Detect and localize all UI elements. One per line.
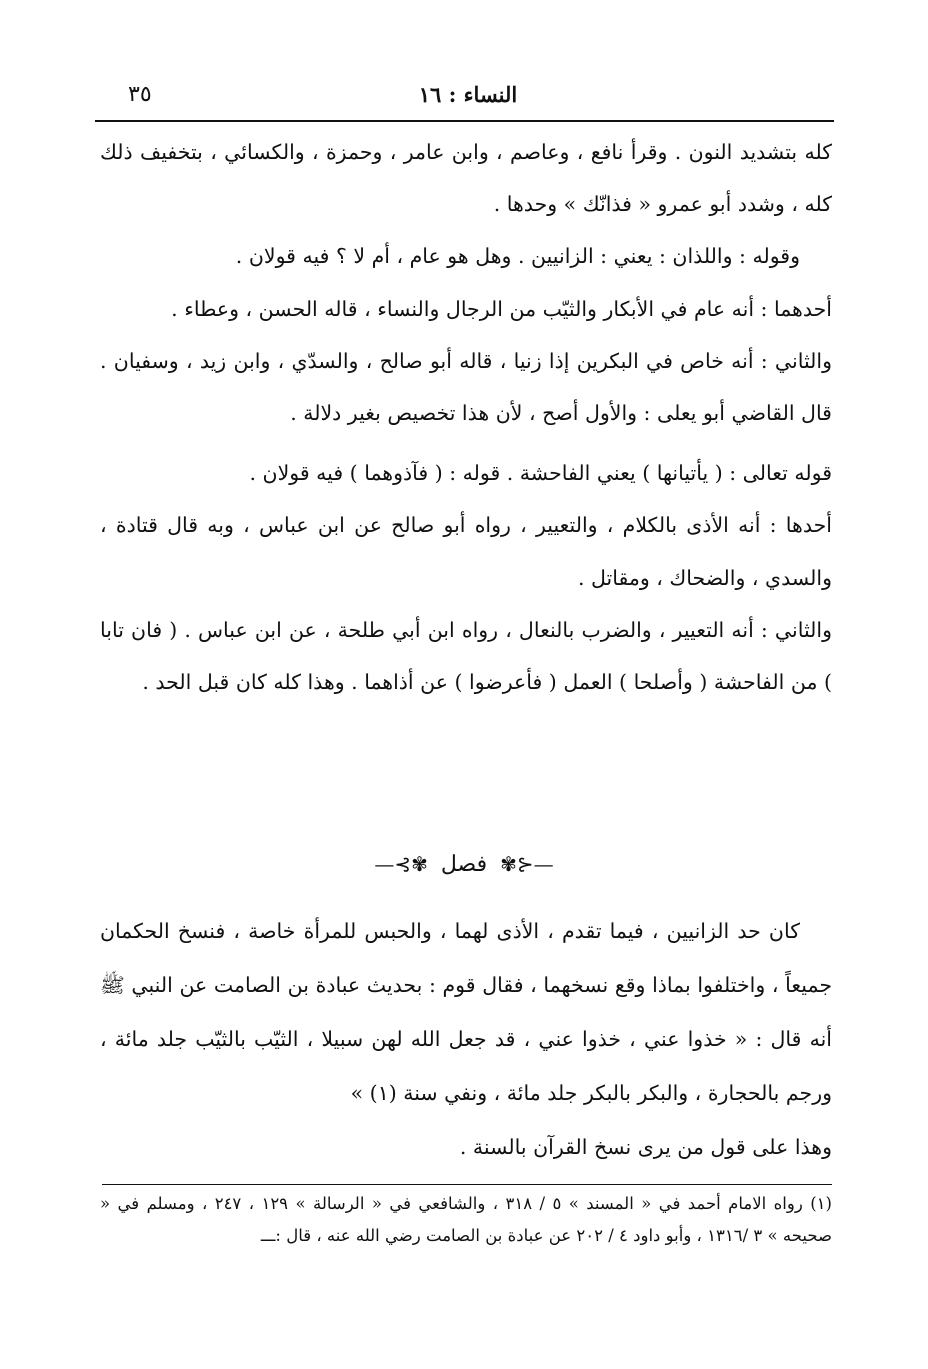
paragraph: والثاني : أنه التعيير ، والضرب بالنعال ، رواه ابن أبي طلحة ، عن ابن عباس . ( فان تابا ) من الفاحشة ( وأصلحا ) العمل ( فأعرضوا ) عن أذاهما . وهذا كله كان قبل الحد . bbox=[100, 617, 832, 695]
main-text-bottom bbox=[100, 904, 832, 1174]
main-text-top bbox=[100, 126, 832, 708]
paragraph: كله بتشديد النون . وقرأ نافع ، وعاصم ، وابن عامر ، وحمزة ، والكسائي ، بتخفيف ذلك كله ، وشدد أبو عمرو « فذانّك » وحدها . bbox=[100, 140, 832, 217]
paragraph: وقوله : واللذان : يعني : الزانيين . وهل هو عام ، أم لا ؟ فيه قولان . bbox=[235, 244, 800, 269]
paragraph: كان حد الزانيين ، فيما تقدم ، الأذى لهما ، والحبس للمرأة خاصة ، فنسخ الحكمان جميعاً ، واختلفوا بماذا وقع نسخهما ، فقال قوم : بحديث عبادة بن الصامت عن النبي ﷺ أنه قال : « خذوا عني ، خذوا عني ، قد جعل الله لهن سبيلا ، الثيّب بالثيّب جلد مائة ، ورجم بالحجارة ، والبكر بالبكر جلد مائة ، ونفي سنة (١) » bbox=[100, 919, 832, 1105]
ornament-right-icon: —⊰✾ bbox=[500, 852, 554, 876]
running-title: النساء : ١٦ bbox=[418, 82, 518, 107]
footnotes bbox=[100, 1188, 832, 1252]
footnote: (١) رواه الامام أحمد في « المسند » ٥ / ٣١٨ ، والشافعي في « الرسالة » ١٢٩ ، ٢٤٧ ، ومسلم في « صحيحه » ٣ /١٣١٦ ، وأبو داود ٤ / ٢٠٢ عن عبادة بن الصامت رضي الله عنه ، قال :ـــ bbox=[100, 1194, 832, 1245]
section-heading bbox=[0, 852, 928, 877]
paragraph: أحدها : أنه الأذى بالكلام ، والتعيير ، رواه أبو صالح عن ابن عباس ، وبه قال قتادة ، والسدي ، والضحاك ، ومقاتل . bbox=[100, 513, 832, 590]
header-divider bbox=[95, 120, 834, 122]
ornament-left-icon: ✾⊱— bbox=[374, 852, 428, 876]
paragraph: والثاني : أنه خاص في البكرين إذا زنيا ، قاله أبو صالح ، والسدّي ، وابن زيد ، وسفيان . قال القاضي أبو يعلى : والأول أصح ، لأن هذا تخصيص بغير دلالة . bbox=[100, 348, 832, 426]
section-title: فصل bbox=[440, 852, 488, 877]
paragraph: قوله تعالى : ( يأتيانها ) يعني الفاحشة . قوله : ( فآذوهما ) فيه قولان . bbox=[249, 461, 832, 486]
paragraph: وهذا على قول من يرى نسخ القرآن بالسنة . bbox=[459, 1135, 832, 1159]
page-header bbox=[100, 78, 836, 112]
paragraph: أحدهما : أنه عام في الأبكار والثيّب من الرجال والنساء ، قاله الحسن ، وعطاء . bbox=[171, 296, 832, 321]
page-number: ٣٥ bbox=[128, 82, 152, 107]
footnote-divider bbox=[102, 1184, 832, 1185]
